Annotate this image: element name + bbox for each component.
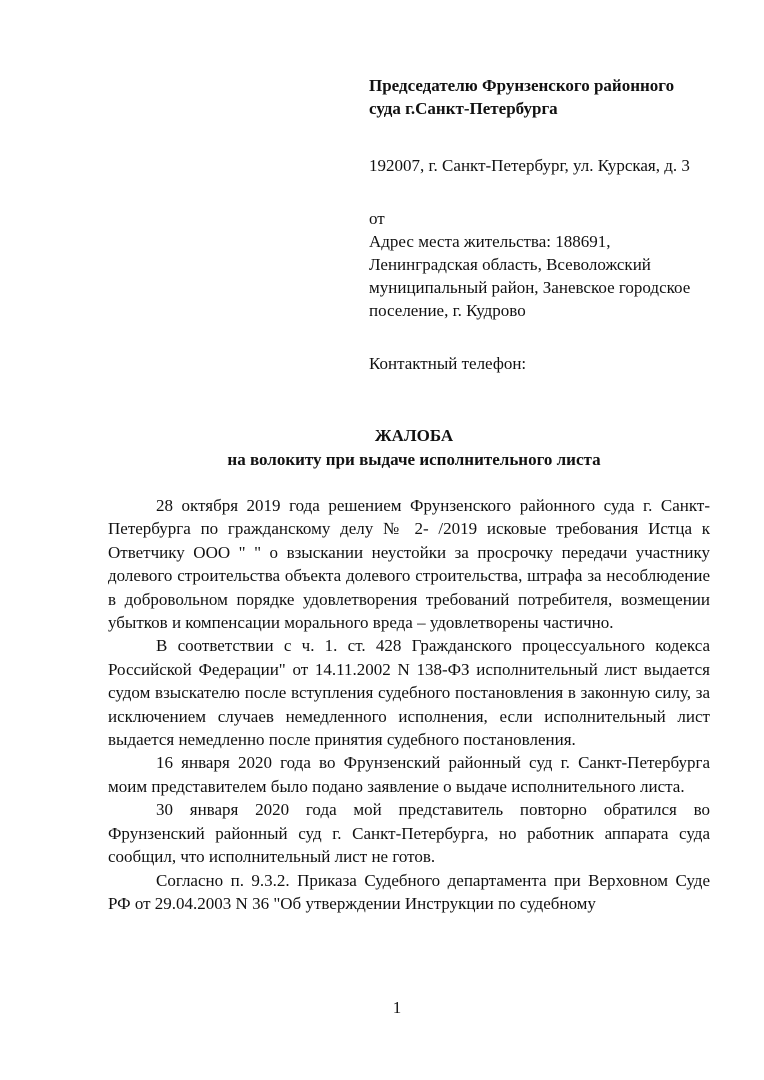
paragraph: 16 января 2020 года во Фрунзенский районный суд г. Санкт-Петербурга моим представителем было подано заявление о выдаче исполнительного листа. (108, 753, 710, 796)
residence-address: Адрес места жительства: 188691, Ленинградская область, Всеволожский муниципальный район, Заневское городское поселение, г. Кудрово (369, 232, 691, 320)
complaint-body (108, 494, 710, 915)
document-subtitle: на волокиту при выдаче исполнительного листа (227, 450, 601, 469)
addressee-block (369, 74, 714, 375)
paragraph: Согласно п. 9.3.2. Приказа Судебного департамента при Верховном Суде РФ от 29.04.2003 N 36 "Об утверждении Инструкции по судебному (108, 870, 710, 913)
page-number: 1 (392, 998, 402, 1017)
phone-label: Контактный телефон: (369, 354, 527, 373)
court-address: 192007, г. Санкт-Петербург, ул. Курская, д. 3 (369, 156, 690, 175)
from-label: от (369, 209, 385, 228)
paragraph: 28 октября 2019 года решением Фрунзенского районного суда г. Санкт-Петербурга по гражданскому делу № 2- /2019 исковые требования Истца к Ответчику ООО " " о взыскании неустойки за просрочку передачи участнику долевого строительства объекта долевого строительства, штрафа за несоблюдение в добровольном порядке удовлетворения требований потребителя, возмещении убытков и компенсации морального вреда – удовлетворены частично. (108, 496, 710, 633)
paragraph: 30 января 2020 года мой представитель повторно обратился во Фрунзенский районный суд г. Санкт-Петербурга, но работник аппарата суда сообщил, что исполнительный лист не готов. (108, 800, 710, 867)
document-title: ЖАЛОБА (374, 426, 454, 445)
addressee-line-2: суда г.Санкт-Петербурга (369, 99, 558, 118)
paragraph: В соответствии с ч. 1. ст. 428 Гражданского процессуального кодекса Российской Федерации" от 14.11.2002 N 138-ФЗ исполнительный лист выдается судом взыскателю после вступления судебного постановления в законную силу, за исключением случаев немедленного исполнения, если исполнительный лист выдается немедленно после принятия судебного постановления. (108, 636, 710, 750)
addressee-line-1: Председателю Фрунзенского районного (369, 76, 675, 95)
